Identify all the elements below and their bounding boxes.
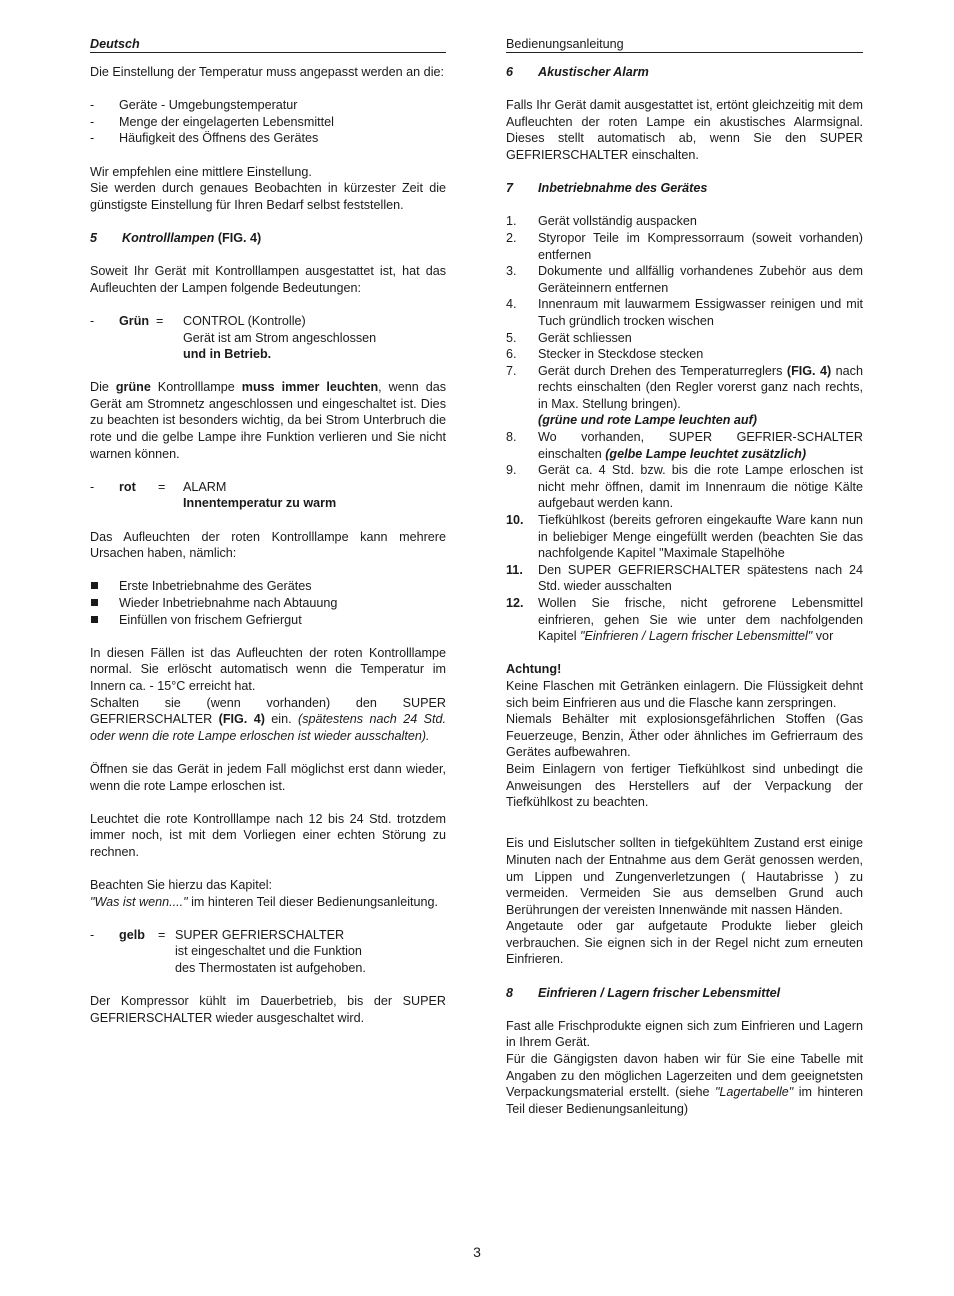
text-run: im hinteren Teil dieser Bedienungsanleitung. [187,894,439,909]
step-text: Stecker in Steckdose stecken [538,347,704,362]
storage-table-paragraph [506,1051,863,1117]
list-item-text: Einfüllen von frischem Gefriergut [119,612,302,627]
section-title: Inbetriebnahme des Gerätes [538,181,708,196]
step-number: 12. [506,596,524,610]
list-item [506,230,863,263]
list-item [506,363,863,429]
step-number: 10. [506,513,524,528]
text-run: "Lagertabelle" [714,1085,794,1100]
step-number: 8. [506,430,517,445]
step-text: Styropor Teile im Kompressorraum (soweit vorhanden) entfernen [538,230,863,262]
warning-paragraph: Niemals Behälter mit explosionsgefährlichen Stoffen (Gas Feuerzeuge, Benzin, Äther oder ähnliches im Gefrierraum des Gerätes aufbewahren. [506,712,863,760]
text-run: Gerät durch Drehen des Temperaturreglers [538,363,787,378]
list-item [506,263,863,296]
text-run: (spätestens nach 24 Std. oder wenn die rote Lampe erloschen ist wieder ausschalten). [90,712,446,743]
step-number: 9. [506,463,517,478]
lamp-meaning: und in Betrieb. [183,347,272,362]
section-number: 5 [90,230,98,245]
step-text: Den SUPER GEFRIERSCHALTER spätestens nach 24 Std. wieder ausschalten [538,562,863,594]
lamp-meaning: ALARM [183,479,227,494]
red-lamp-intro: Das Aufleuchten der roten Kontrolllampe kann mehrere Ursachen haben, nämlich: [90,529,446,561]
text-run: vor [812,629,834,644]
list-item [90,578,446,595]
text-run: Die [90,380,116,395]
header-language: Deutsch [90,36,446,53]
recommend-detail: Sie werden durch genaues Beobachten in kürzester Zeit die günstigste Einstellung für Ihren Bedarf selbst feststellen. [90,181,446,212]
thawed-products-paragraph: Angetaute oder gar aufgetaute Produkte lieber gleich verbrauchen. Sie eignen sich in der Regel nicht zum erneuten Einfrieren. [506,919,863,967]
red-lamp-causes-list [90,578,446,628]
lamp-meaning: Innentemperatur zu warm [183,496,337,511]
section-title: Akustischer Alarm [538,65,649,79]
lamp-red-entry [90,479,446,512]
section-number: 6 [506,65,514,79]
list-item [506,562,863,595]
open-door-paragraph: Öffnen sie das Gerät in jedem Fall möglichst erst dann wieder, wenn die rote Lampe erloschen ist. [90,761,446,793]
text-run: "Einfrieren / Lagern frischer Lebensmittel" [580,629,813,644]
list-item [506,429,863,462]
list-item: - Häufigkeit des Öffnens des Gerätes [90,130,446,147]
text-run: Wo vorhanden, SUPER GEFRIER-SCHALTER einschalten [538,430,863,461]
ice-cream-paragraph: Eis und Eislutscher sollten in tiefgekühltem Zustand erst einige Minuten nach der Entnahme aus dem Gerät genossen werden, um Lippen und Zungenverletzungen ( Hautabrisse ) zu vermeiden. Vermeiden Sie aus demselben Grund auch Berührungen der vereisten Innenwände mit nassen Händen. [506,836,863,917]
compressor-paragraph: Der Kompressor kühlt im Dauerbetrieb, bis der SUPER GEFRIERSCHALTER wieder ausgeschaltet wird. [90,994,446,1025]
lamp-label: gelb [119,927,145,942]
text-run: Beachten Sie hierzu das Kapitel: [90,878,273,893]
temperature-intro: Die Einstellung der Temperatur muss angepasst werden an die: [90,65,444,79]
lamp-yellow-entry [90,927,446,977]
text-run: , wenn das Gerät am Stromnetz angeschlossen und eingeschaltet ist. Dies zu beachten ist besonders wichtig, da bei Strom Unterbruch die rote und die gelbe Lampe ihre Funktion verlieren und Sie nicht warnen können. [90,380,446,461]
step-text: Gerät ca. 4 Std. bzw. bis die rote Lampe erloschen ist nicht mehr öffnen, damit im Innenraum die nötige Kälte aufgebaut werden kann. [538,463,863,511]
text-run: Schalten sie (wenn vorhanden) den SUPER GEFRIERSCHALTER [90,695,446,727]
acoustic-alarm-paragraph: Falls Ihr Gerät damit ausgestattet ist, ertönt gleichzeitig mit dem Aufleuchten der roten Lampe ein akustisches Alarmsignal. Dieses stellt automatisch ab, wenn Sie den SUPER GEFRIERSCHALTER einschalten. [506,98,863,162]
lamp-label: rot [119,479,136,494]
list-item-text: Wieder Inbetriebnahme nach Abtauung [119,596,338,610]
step-number: 7. [506,363,517,378]
lamp-label: Grün [119,313,150,328]
step-number: 4. [506,297,517,312]
right-column [506,36,863,1134]
step-text: Gerät vollständig auspacken [538,214,697,229]
text-run: (gelbe Lampe leuchtet zusätzlich) [605,446,807,461]
equals-sign: = [158,927,166,942]
text-run: nach rechts einschalten (den Regler vorerst ganz nach rechts, in Max. Stellung bringen). [538,363,863,411]
section-6-heading [506,64,863,81]
text-run: ein. [264,712,298,727]
chapter-reference-paragraph [90,877,446,910]
step-number: 5. [506,330,517,345]
lamp-meaning: Gerät ist am Strom angeschlossen [183,330,377,345]
lamp-meaning: des Thermostaten ist aufgehoben. [175,961,366,976]
text-run: muss immer leuchten [241,380,379,395]
dash-marker: - [90,927,95,942]
list-item [506,296,863,329]
step-text: Dokumente und allfällig vorhandenes Zubehör aus dem Geräteinnern entfernen [538,264,863,295]
freezing-paragraph: Fast alle Frischprodukte eignen sich zum Einfrieren und Lagern in Ihrem Gerät. [506,1018,863,1050]
lamp-meaning: SUPER GEFRIERSCHALTER [175,927,345,942]
text-run: "Was ist wenn...." [90,894,188,909]
list-item [506,462,863,512]
dash-marker: - [90,313,95,328]
section-number: 7 [506,181,514,196]
list-item [506,330,863,347]
lamp-meaning: ist eingeschaltet und die Funktion [175,944,362,959]
step-number: 11. [506,562,523,577]
list-item [506,213,863,230]
text-run: (grüne und rote Lampe leuchten auf) [538,413,758,428]
text-run: Wollen Sie frische, nicht gefrorene Lebensmittel einfrieren, gehen Sie wie unter dem nachfolgenden Kapitel [538,596,863,644]
warning-paragraph: Keine Flaschen mit Getränken einlagern. Die Flüssigkeit dehnt sich beim Einfrieren aus und die Flasche kann zerspringen. [506,678,863,710]
step-text: Gerät schliessen [538,330,632,345]
lamps-intro: Soweit Ihr Gerät mit Kontrolllampen ausgestattet ist, hat das Aufleuchten der Lampen folgende Bedeutungen: [90,264,446,295]
startup-steps-list [506,213,863,644]
list-item-text: Erste Inbetriebnahme des Gerätes [119,579,312,594]
malfunction-paragraph: Leuchtet die rote Kontrolllampe nach 12 bis 24 Std. trotzdem immer noch, ist mit dem Vorliegen einer echten Störung zu rechnen. [90,811,446,859]
list-item [506,346,863,363]
step-number: 1. [506,214,517,229]
lamp-meaning: CONTROL (Kontrolle) [183,313,306,328]
step-text: Tiefkühlkost (bereits gefroren eingekaufte Ware kann nun in beliebiger Menge eingefüllt werden (beachten Sie das nachfolgende Kapitel "Maximale Stapelhöhe [538,513,863,561]
equals-sign: = [158,479,166,494]
list-item: - Geräte - Umgebungstemperatur [90,97,446,114]
dash-marker: - [90,479,95,494]
list-item [90,595,446,612]
figure-reference: (FIG. 4) [217,230,262,245]
super-switch-paragraph [90,695,446,745]
list-item [90,612,446,629]
recommend-text: Wir empfehlen eine mittlere Einstellung. [90,164,312,179]
text-run: Für die Gängigsten davon haben wir für Sie eine Tabelle mit Angaben zu den möglichen Lagerzeiten und dem geeignetsten Verpackungsmaterial erstellt. (siehe [506,1052,863,1100]
square-bullet-icon [91,582,98,589]
section-7-heading [506,180,863,197]
list-item [506,595,863,645]
square-bullet-icon [91,599,98,606]
list-item: - Menge der eingelagerten Lebensmittel [90,114,446,131]
text-run: (FIG. 4) [218,712,265,727]
page-number: 3 [473,1244,481,1260]
text-run: grüne [115,380,151,395]
step-number: 2. [506,230,517,245]
warning-title: Achtung! [506,662,562,677]
text-run: Kontrolllampe [150,380,242,395]
list-item [506,512,863,562]
text-run: im hinteren Teil dieser Bedienungsanleitung) [506,1085,863,1116]
step-number: 6. [506,347,517,362]
section-title: Kontrolllampen [122,230,215,245]
header-title: Bedienungsanleitung [506,36,863,53]
section-8-heading [506,985,863,1002]
square-bullet-icon [91,616,98,623]
lamp-green-entry [90,313,446,363]
step-number: 3. [506,264,517,279]
section-5-heading [90,230,446,247]
section-number: 8 [506,985,514,1000]
section-title: Einfrieren / Lagern frischer Lebensmittel [538,985,781,1000]
left-column [90,36,446,1043]
warning-paragraph: Beim Einlagern von fertiger Tiefkühlkost sind unbedingt die Anweisungen des Herstellers auf der Verpackung der Tiefkühlkost zu beachten. [506,761,863,810]
text-run: (FIG. 4) [786,363,832,378]
temperature-factors-list [90,97,446,147]
green-lamp-paragraph [90,379,446,462]
normal-paragraph: In diesen Fällen ist das Aufleuchten der roten Kontrolllampe normal. Sie erlöscht automatisch wenn die Temperatur im Innern ca. - 15°C erreicht hat. [90,645,446,693]
step-text: Innenraum mit lauwarmem Essigwasser reinigen und mit Tuch gründlich trocken wischen [538,297,863,328]
equals-sign: = [156,313,164,328]
